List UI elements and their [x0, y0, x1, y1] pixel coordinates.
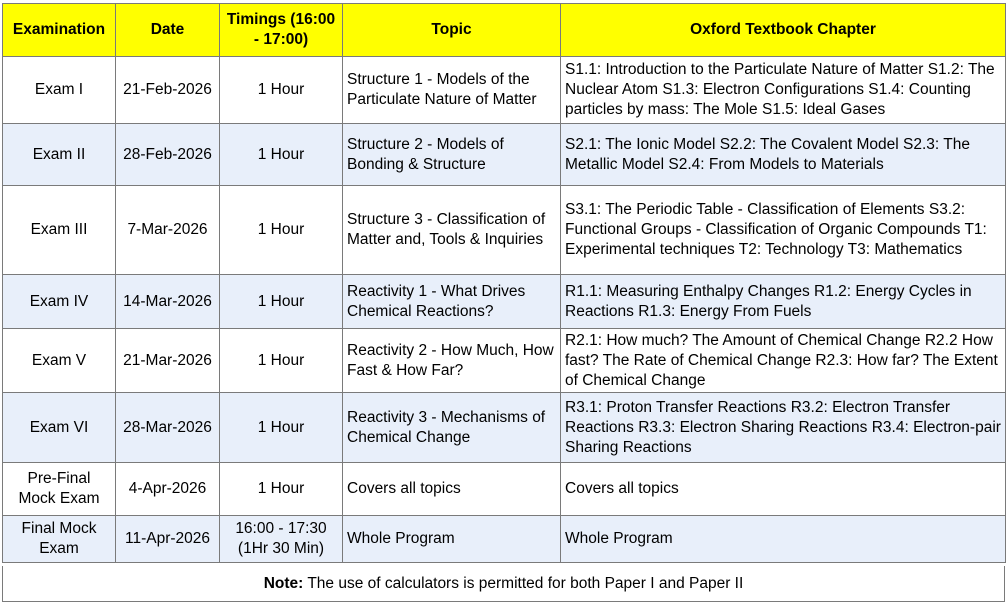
- chapter-cell: S2.1: The Ionic Model S2.2: The Covalent Model S2.3: The Metallic Model S2.4: From Models to Materials: [561, 124, 1006, 186]
- table-row: [3, 57, 1006, 124]
- table-row: [3, 275, 1006, 329]
- table-row: [3, 463, 1006, 516]
- date-cell: 21-Mar-2026: [116, 329, 220, 393]
- table-row: [3, 516, 1006, 563]
- time-cell: 1 Hour: [220, 393, 343, 463]
- header-examination: Examination: [3, 4, 116, 57]
- table-row: [3, 393, 1006, 463]
- time-cell: 1 Hour: [220, 329, 343, 393]
- table-row: [3, 329, 1006, 393]
- chapter-cell: S3.1: The Periodic Table - Classification of Elements S3.2: Functional Groups - Classification of Organic Compounds T1: Experimental techniques T2: Technology T3: Mathematics: [561, 186, 1006, 275]
- table-row: [3, 124, 1006, 186]
- date-cell: 14-Mar-2026: [116, 275, 220, 329]
- topic-cell: Covers all topics: [343, 463, 561, 516]
- note-label: Note:: [263, 575, 304, 592]
- topic-cell: Reactivity 2 - How Much, How Fast & How Far?: [343, 329, 561, 393]
- date-cell: 11-Apr-2026: [116, 516, 220, 563]
- chapter-cell: R1.1: Measuring Enthalpy Changes R1.2: Energy Cycles in Reactions R1.3: Energy From Fuels: [561, 275, 1006, 329]
- date-cell: 7-Mar-2026: [116, 186, 220, 275]
- time-cell: 1 Hour: [220, 186, 343, 275]
- exam-cell: Exam II: [3, 124, 116, 186]
- chapter-cell: Whole Program: [561, 516, 1006, 563]
- time-cell: 16:00 - 17:30 (1Hr 30 Min): [220, 516, 343, 563]
- note-text: The use of calculators is permitted for both Paper I and Paper II: [303, 575, 744, 592]
- date-cell: 21-Feb-2026: [116, 57, 220, 124]
- chapter-cell: R3.1: Proton Transfer Reactions R3.2: Electron Transfer Reactions R3.3: Electron Sharing Reactions R3.4: Electron-pair Sharing Reactions: [561, 393, 1006, 463]
- exam-cell: Pre-Final Mock Exam: [3, 463, 116, 516]
- exam-cell: Exam I: [3, 57, 116, 124]
- header-timings: Timings (16:00 - 17:00): [220, 4, 343, 57]
- topic-cell: Structure 3 - Classification of Matter and, Tools & Inquiries: [343, 186, 561, 275]
- exam-cell: Exam VI: [3, 393, 116, 463]
- topic-cell: Whole Program: [343, 516, 561, 563]
- topic-cell: Reactivity 3 - Mechanisms of Chemical Change: [343, 393, 561, 463]
- date-cell: 28-Mar-2026: [116, 393, 220, 463]
- header-topic: Topic: [343, 4, 561, 57]
- date-cell: 4-Apr-2026: [116, 463, 220, 516]
- chapter-cell: S1.1: Introduction to the Particulate Nature of Matter S1.2: The Nuclear Atom S1.3: Electron Configurations S1.4: Counting particles by mass: The Mole S1.5: Ideal Gases: [561, 57, 1006, 124]
- exam-schedule-table: [2, 3, 1006, 563]
- date-cell: 28-Feb-2026: [116, 124, 220, 186]
- header-chapter: Oxford Textbook Chapter: [561, 4, 1006, 57]
- table-row: [3, 186, 1006, 275]
- chapter-cell: Covers all topics: [561, 463, 1006, 516]
- exam-cell: Exam III: [3, 186, 116, 275]
- topic-cell: Structure 1 - Models of the Particulate Nature of Matter: [343, 57, 561, 124]
- topic-cell: Reactivity 1 - What Drives Chemical Reactions?: [343, 275, 561, 329]
- time-cell: 1 Hour: [220, 57, 343, 124]
- header-date: Date: [116, 4, 220, 57]
- exam-cell: Exam V: [3, 329, 116, 393]
- time-cell: 1 Hour: [220, 463, 343, 516]
- exam-cell: Final Mock Exam: [3, 516, 116, 563]
- calculator-note: [2, 566, 1005, 602]
- topic-cell: Structure 2 - Models of Bonding & Structure: [343, 124, 561, 186]
- header-row: [3, 4, 1006, 57]
- time-cell: 1 Hour: [220, 124, 343, 186]
- exam-cell: Exam IV: [3, 275, 116, 329]
- chapter-cell: R2.1: How much? The Amount of Chemical Change R2.2 How fast? The Rate of Chemical Change R2.3: How far? The Extent of Chemical Change: [561, 329, 1006, 393]
- time-cell: 1 Hour: [220, 275, 343, 329]
